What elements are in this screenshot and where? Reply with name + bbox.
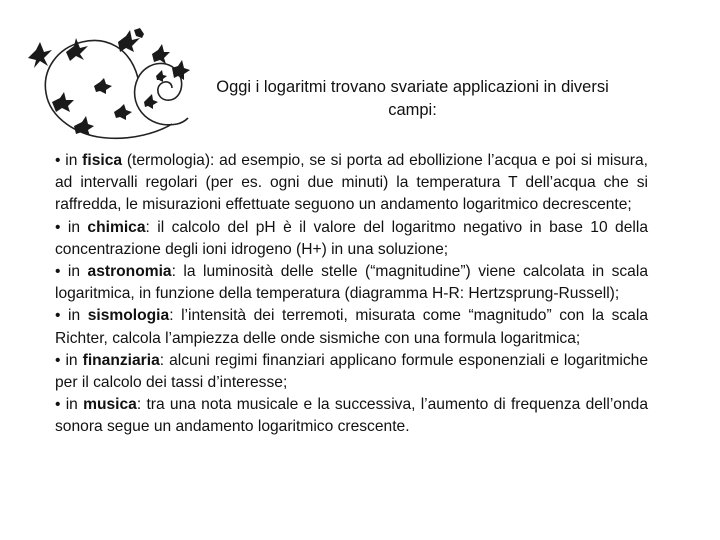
keyword: fisica	[82, 152, 123, 169]
bullet: • in	[55, 307, 88, 325]
item-text: : il calcolo del pH è il valore del logaritmo negativo in base 10 della concentrazione degli ioni idrogeno (H+) in una soluzione;	[55, 218, 648, 258]
title-line-1: Oggi i logaritmi trovano svariate applicazioni in diversi	[216, 78, 609, 96]
bullet: • in	[55, 218, 88, 236]
bullet: • in	[55, 263, 88, 281]
bullet: • in	[55, 152, 83, 169]
bullet: • in	[55, 396, 84, 414]
bullet: • in	[55, 351, 83, 369]
applications-list	[55, 150, 648, 439]
keyword: sismologia	[87, 307, 170, 325]
list-item-finanziaria	[55, 350, 648, 394]
list-item-musica	[55, 394, 648, 438]
keyword: finanziaria	[82, 351, 160, 369]
list-item-sismologia	[55, 305, 648, 349]
item-text: : alcuni regimi finanziari applicano formule esponenziali e logaritmiche per il calcolo dei tassi d’interesse;	[55, 351, 648, 392]
keyword: chimica	[87, 218, 146, 236]
item-text: : l’intensità dei terremoti, misurata come “magnitudo” con la scala Richter, calcola l’ampiezza delle onde sismiche con una formula logaritmica;	[55, 307, 648, 347]
list-item-astronomia	[55, 261, 648, 305]
item-text: : la luminosità delle stelle (“magnitudine”) viene calcolata in scala logaritmica, in funzione della temperatura (diagramma H-R: Hertzsprung-Russell);	[55, 263, 648, 303]
item-text: : tra una nota musicale e la successiva, l’aumento di frequenza dell’onda sonora segue un andamento logaritmico crescente.	[55, 396, 648, 436]
title-line-2: campi:	[388, 101, 437, 119]
list-item-fisica	[55, 150, 648, 217]
list-item-chimica	[55, 217, 648, 261]
page-title	[190, 76, 635, 122]
keyword: musica	[83, 396, 137, 414]
keyword: astronomia	[87, 263, 172, 281]
item-text: (termologia): ad esempio, se si porta ad ebollizione l’acqua e poi si misura, ad intervalli regolari (per es. ogni due minuti) la temperatura T dell’acqua che si raffredda, le misurazioni effettuate seguono un andamento logaritmico decrescente;	[55, 152, 648, 214]
spiral-birds-icon	[22, 28, 197, 143]
